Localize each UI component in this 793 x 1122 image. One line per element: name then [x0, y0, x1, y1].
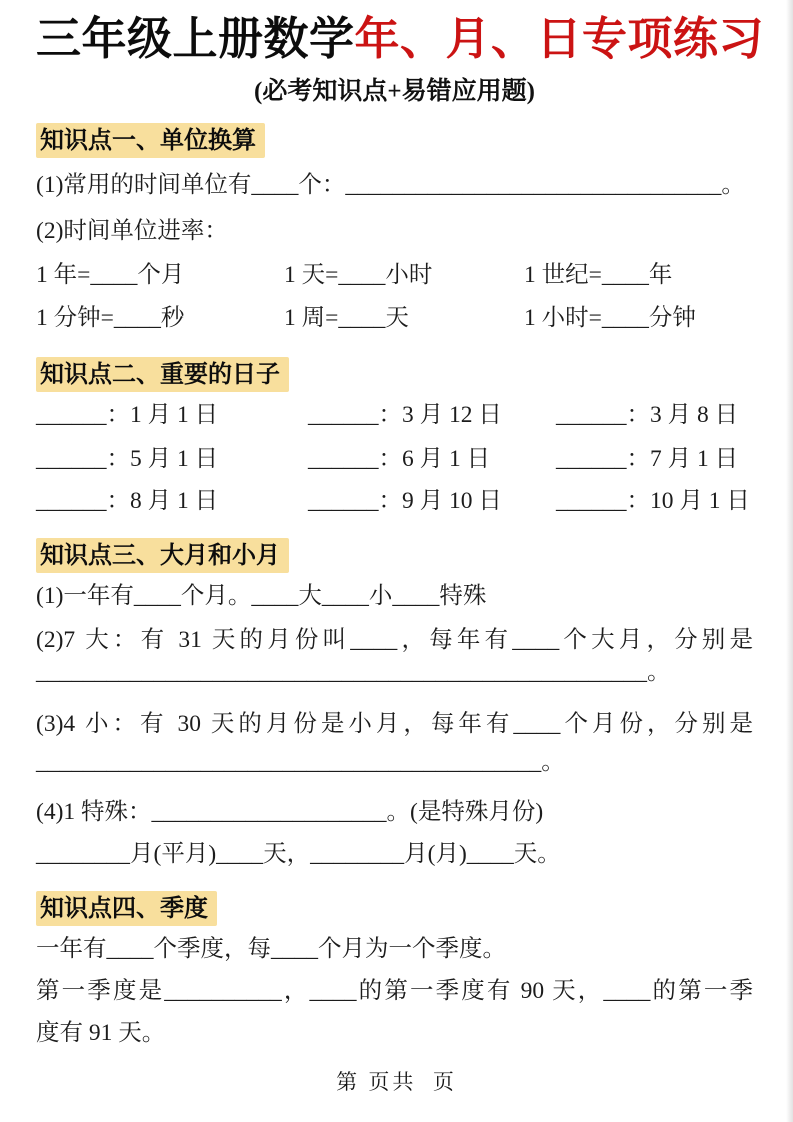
section4-line-quarters: 一年有____个季度，每____个月为一个季度。	[36, 936, 506, 963]
section3	[36, 538, 753, 573]
conversion-cell-day-hour: 1 天=____小时	[284, 262, 433, 289]
section4-line-first-quarter: 第一季度是__________，____的第一季度有 90 天，____的第一季	[36, 978, 753, 1005]
dates-row-1	[36, 400, 753, 430]
section1-heading: 知识点一、单位换算	[36, 123, 265, 158]
date-cell-sep10: ______：9 月 10 日	[308, 488, 502, 515]
section3-line-big-months: (2)7 大：有 31 天的月份叫____，每年有____个大月，分别是	[36, 627, 753, 654]
conversion-row-1	[36, 260, 753, 290]
section3-line-small-months: (3)4 小：有 30 天的月份是小月，每年有____个月份，分别是	[36, 711, 753, 738]
date-cell-jul1: ______：7 月 1 日	[556, 446, 739, 473]
section1-line-units-count: (1)常用的时间单位有____个：________________________________。	[36, 172, 745, 199]
conversion-cell-minute-second: 1 分钟=____秒	[36, 305, 185, 332]
section2	[36, 357, 753, 392]
section4-heading: 知识点四、季度	[36, 891, 217, 926]
page-subtitle: (必考知识点+易错应用题)	[254, 78, 535, 106]
conversion-cell-year-month: 1 年=____个月	[36, 262, 185, 289]
section4-line-91-days: 度有 91 天。	[36, 1020, 166, 1047]
conversion-cell-century-year: 1 世纪=____年	[524, 262, 673, 289]
date-cell-jun1: ______：6 月 1 日	[308, 446, 491, 473]
conversion-row-2	[36, 303, 753, 333]
date-cell-aug1: ______：8 月 1 日	[36, 488, 219, 515]
section3-heading: 知识点三、大月和小月	[36, 538, 289, 573]
section4	[36, 891, 753, 926]
section3-line-feb-days: ________月(平月)____天，________月(月)____天。	[36, 841, 561, 868]
page-title	[36, 12, 765, 65]
date-cell-mar12: ______：3 月 12 日	[308, 402, 502, 429]
conversion-cell-hour-minute: 1 小时=____分钟	[524, 305, 696, 332]
section3-blank-line-big: ____________________________________________________。	[36, 659, 671, 686]
dates-row-3	[36, 486, 753, 516]
date-cell-may1: ______：5 月 1 日	[36, 446, 219, 473]
section1	[36, 123, 753, 158]
page-title-black: 三年级上册数学	[36, 13, 355, 64]
section3-line-months-count: (1)一年有____个月。____大____小____特殊	[36, 583, 487, 610]
section3-blank-line-small: ___________________________________________。	[36, 749, 565, 776]
dates-row-2	[36, 444, 753, 474]
date-cell-mar8: ______：3 月 8 日	[556, 402, 739, 429]
section1-line-rates-label: (2)时间单位进率：	[36, 218, 228, 245]
date-cell-jan1: ______：1 月 1 日	[36, 402, 219, 429]
section2-heading: 知识点二、重要的日子	[36, 357, 289, 392]
page-title-red: 年、月、日专项练习	[354, 13, 765, 64]
page-footer: 第 页共 页	[336, 1070, 457, 1094]
section3-line-special-month: (4)1 特殊：____________________。(是特殊月份)	[36, 799, 544, 826]
conversion-cell-week-day: 1 周=____天	[284, 305, 409, 332]
date-cell-oct1: ______：10 月 1 日	[556, 488, 750, 515]
